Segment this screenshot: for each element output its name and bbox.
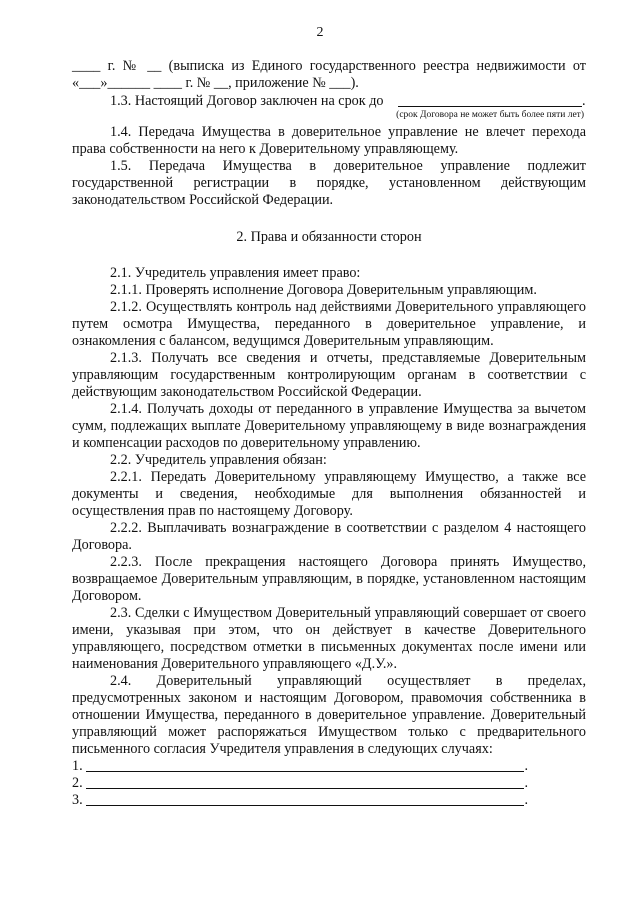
paragraph-2-1: 2.1. Учредитель управления имеет право:: [110, 265, 361, 281]
list-item-end: .: [524, 775, 528, 791]
list-item: [72, 775, 586, 792]
list-item-blank-line: [86, 788, 524, 789]
paragraph-2-1-2: 2.1.2. Осуществлять контроль над действиями Доверительного управляющего путем осмотра Имущества, переданного в доверительное управление, и ознакомления с балансом, ведущимся Доверительным управляющим.: [72, 299, 586, 349]
list-item: [72, 792, 586, 809]
list-item-end: .: [524, 758, 528, 774]
document-body: [72, 58, 586, 809]
paragraph-2-1-4: 2.1.4. Получать доходы от переданного в управление Имущества за вычетом сумм, подлежащих выплате Доверительному управляющему в виде вознаграждения и компенсации расходов по доверительному управлению.: [72, 401, 586, 451]
term-note: (срок Договора не может быть более пяти лет): [396, 110, 584, 120]
paragraph-2-2-2: 2.2.2. Выплачивать вознаграждение в соответствии с разделом 4 настоящего Договора.: [72, 520, 586, 553]
list-item-number: 1.: [72, 758, 83, 774]
term-blank-line: [398, 106, 582, 107]
list-item-number: 2.: [72, 775, 83, 791]
list-item: [72, 758, 586, 775]
paragraph-2-1-3: 2.1.3. Получать все сведения и отчеты, представляемые Доверительным управляющим государственным контролирующим органам в соответствии с действующим законодательством Российской Федерации.: [72, 350, 586, 400]
list-item-number: 3.: [72, 792, 83, 808]
list-item-blank-line: [86, 805, 524, 806]
paragraph-registry-extract: ____ г. № __ (выписка из Единого государственного реестра недвижимости от «___»______ ____ г. № __, приложение № ___).: [72, 58, 586, 91]
paragraph-2-4: 2.4. Доверительный управляющий осуществляет в пределах, предусмотренных законом и настоящим Договором, правомочия собственника в отношении Имущества, переданного в доверительное управление. Доверительный управляющий может распоряжаться Имуществом только с предварительного письменного согласия Учредителя управления в следующих случаях:: [72, 673, 586, 757]
list-item-blank-line: [86, 771, 524, 772]
section-title: 2. Права и обязанности сторон: [236, 229, 422, 245]
paragraph-1-3: [72, 93, 586, 110]
paragraph-2-3: 2.3. Сделки с Имуществом Доверительный управляющий совершает от своего имени, указывая при этом, что он действует в качестве Доверительного управляющего, посредством отметки в письменных документах после имени или наименования Доверительного управляющего «Д.У.».: [72, 605, 586, 672]
page-number: 2: [316, 25, 324, 40]
paragraph-2-1-1: 2.1.1. Проверять исполнение Договора Доверительным управляющим.: [110, 282, 537, 298]
list-item-end: .: [524, 792, 528, 808]
paragraph-1-3-text: 1.3. Настоящий Договор заключен на срок до: [110, 93, 384, 109]
paragraph-2-2-1: 2.2.1. Передать Доверительному управляющему Имущество, а также все документы и сведения, необходимые для выполнения обязанностей и осуществления прав по настоящему Договору.: [72, 469, 586, 519]
paragraph-2-2: 2.2. Учредитель управления обязан:: [110, 452, 327, 468]
paragraph-1-5: 1.5. Передача Имущества в доверительное управление подлежит государственной регистрации в порядке, установленном действующим законодательством Российской Федерации.: [72, 158, 586, 208]
paragraph-1-4: 1.4. Передача Имущества в доверительное управление не влечет перехода права собственности на него к Доверительному управляющему.: [72, 124, 586, 157]
paragraph-2-2-3: 2.2.3. После прекращения настоящего Договора принять Имущество, возвращаемое Доверительным управляющим, в порядке, установленном настоящим Договором.: [72, 554, 586, 604]
term-blank-end: .: [582, 93, 586, 109]
